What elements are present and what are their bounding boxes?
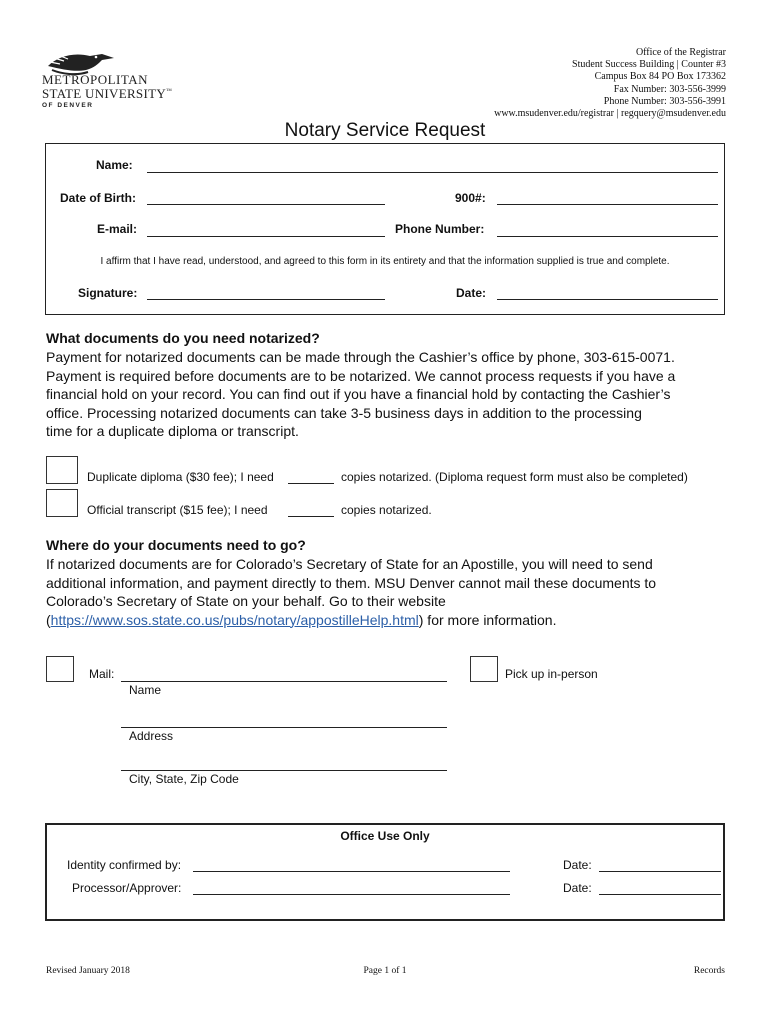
diploma-copies-field[interactable] (288, 483, 334, 484)
page-title: Notary Service Request (284, 120, 486, 141)
documents-paragraph (46, 348, 675, 441)
mail-name-caption: Name (129, 683, 162, 697)
destination-line: additional information, and payment directly to them. MSU Denver cannot mail these documents to (46, 574, 657, 591)
affirmation-text: I affirm that I have read, understood, and agreed to this form in its entirety and that the information supplied is true and complete. (100, 256, 670, 267)
logo-tm: ™ (166, 88, 173, 95)
mail-city-field[interactable] (121, 770, 447, 771)
destination-line: Colorado’s Secretary of State on your behalf. Go to their website (46, 593, 446, 609)
duplicate-diploma-label: Duplicate diploma ($30 fee); I need (87, 470, 274, 484)
documents-line: Payment for notarized documents can be made through the Cashier’s office by phone, 303-615-0071. (46, 349, 675, 365)
destination-heading: Where do your documents need to go? (46, 537, 306, 553)
duplicate-diploma-checkbox[interactable] (46, 456, 78, 484)
documents-heading: What documents do you need notarized? (46, 330, 320, 346)
contact-web-email: www.msudenver.edu/registrar | regquery@msudenver.edu (494, 108, 726, 120)
signature-field[interactable] (147, 299, 385, 300)
apostille-help-link[interactable]: https://www.sos.state.co.us/pubs/notary/appostilleHelp.html (50, 611, 419, 628)
id-number-label: 900#: (455, 191, 486, 205)
phone-field[interactable] (497, 236, 718, 237)
official-transcript-label: Official transcript ($15 fee); I need (87, 503, 268, 517)
mail-city-caption: City, State, Zip Code (129, 772, 239, 786)
signature-label: Signature: (78, 286, 138, 300)
office-date2-field[interactable] (599, 894, 721, 895)
name-field[interactable] (147, 172, 718, 173)
logo-text-metropolitan: METROPOLITAN (42, 72, 149, 87)
contact-building: Student Success Building | Counter #3 (572, 59, 726, 71)
open-paren: ( (46, 611, 51, 628)
logo-text-state-university-label: STATE UNIVERSITY (42, 86, 167, 101)
office-date2-label: Date: (563, 881, 592, 895)
documents-line: time for a duplicate diploma or transcript. (46, 423, 299, 439)
mail-address-field[interactable] (121, 727, 447, 728)
contact-fax: Fax Number: 303-556-3999 (613, 83, 726, 95)
processor-approver-label: Processor/Approver: (72, 881, 182, 895)
applicant-info-box (45, 143, 725, 315)
dob-label: Date of Birth: (60, 191, 136, 205)
contact-campus-box: Campus Box 84 PO Box 173362 (594, 71, 726, 83)
mail-address-caption: Address (129, 729, 174, 743)
office-date1-field[interactable] (599, 871, 721, 872)
mail-label: Mail: (89, 667, 115, 681)
registrar-contact-block (494, 47, 726, 120)
official-transcript-note: copies notarized. (341, 503, 432, 517)
contact-phone: Phone Number: 303-556-3991 (603, 95, 726, 107)
footer-revised: Revised January 2018 (46, 966, 130, 976)
documents-line: office. Processing notarized documents can take 3-5 business days in addition to the processing (46, 404, 642, 421)
logo-text-state-university (42, 86, 172, 102)
id-number-field[interactable] (497, 204, 718, 205)
processor-approver-field[interactable] (193, 894, 510, 895)
official-transcript-checkbox[interactable] (46, 489, 78, 517)
transcript-copies-field[interactable] (288, 516, 334, 517)
destination-line: If notarized documents are for Colorado’s Secretary of State for an Apostille, you will need to send (46, 556, 653, 572)
signature-date-field[interactable] (497, 299, 718, 300)
name-label: Name: (96, 158, 133, 172)
footer-records: Records (693, 966, 725, 976)
link-suffix: ) for more information. (418, 611, 557, 628)
contact-office: Office of the Registrar (635, 47, 726, 58)
identity-confirmed-field[interactable] (193, 871, 510, 872)
mail-name-field[interactable] (121, 681, 447, 682)
office-use-heading: Office Use Only (340, 829, 430, 843)
pickup-label: Pick up in-person (505, 667, 598, 681)
signature-date-label: Date: (456, 286, 487, 300)
duplicate-diploma-note: copies notarized. (Diploma request form must also be completed) (341, 470, 688, 484)
office-date1-label: Date: (563, 858, 592, 872)
pickup-checkbox[interactable] (470, 656, 498, 682)
email-field[interactable] (147, 236, 385, 237)
email-label: E-mail: (97, 222, 138, 236)
documents-line: Payment is required before documents are to be notarized. We cannot process requests if you have a (46, 367, 676, 384)
destination-link-line (46, 611, 656, 630)
logo-text-of-denver: OF DENVER (42, 102, 94, 109)
dob-field[interactable] (147, 204, 385, 205)
phone-label: Phone Number: (395, 222, 485, 236)
destination-paragraph (46, 555, 656, 629)
footer-page-number: Page 1 of 1 (363, 966, 407, 976)
documents-line: financial hold on your record. You can find out if you have a financial hold by contacting the Cashier’s (46, 386, 671, 402)
identity-confirmed-label: Identity confirmed by: (67, 858, 182, 872)
mail-checkbox[interactable] (46, 656, 74, 682)
